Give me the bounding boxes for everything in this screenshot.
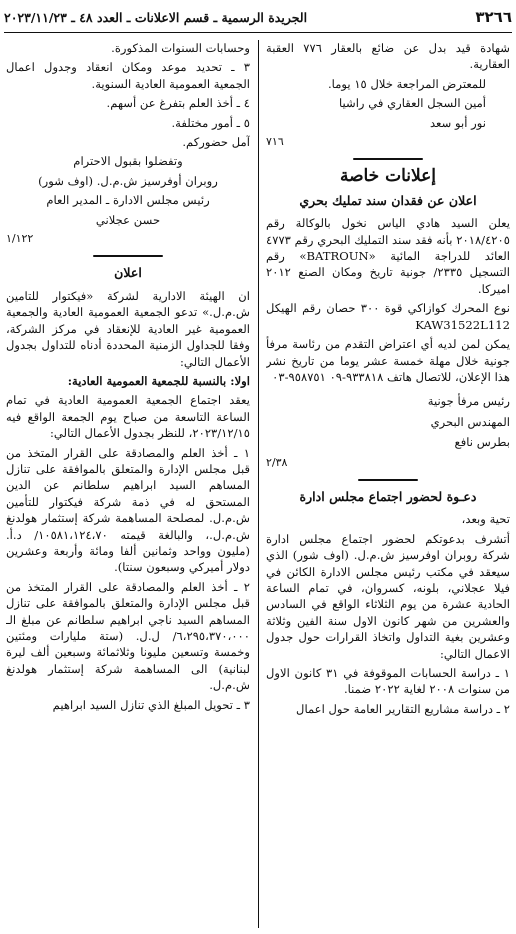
reference-number: ٢/٣٨ [266, 455, 288, 469]
gazette-title: الجريدة الرسمية ـ قسم الاعلانات ـ العدد ٤٨ ـ ٢٠٢٣/١١/٢٣ [4, 9, 308, 25]
meeting-invite-title: دعـوة لحضور اجتماع مجلس ادارة [299, 488, 477, 504]
reference-number: ١/١٢٢ [6, 232, 34, 246]
registrar-name: نور أبو سعد [429, 115, 486, 130]
header-rule [4, 32, 512, 33]
greeting: تحية وبعد، [461, 512, 510, 527]
position-title: رئيس مجلس الادارة ـ المدير العام [46, 193, 210, 208]
announcement-title: اعلان [114, 265, 142, 281]
company-name: روبران أوفرسيز ش.م.ل. (اوف شور) [38, 173, 218, 188]
harbor-chief: رئيس مرفأ جونية [427, 394, 510, 409]
notice-divider [358, 477, 418, 483]
meeting-paragraph: يعقد اجتماع الجمعية العمومية العادية في تمام الساعة التاسعة من صباح يوم الجمعة الواقع فيه ٢٠٢٣/١٢/١٥، للنظر بجدول الأعمال التالي: [6, 393, 250, 441]
objection-note: للمعترض المراجعة خلال ١٥ يوما. [327, 76, 486, 91]
announcement-paragraph: ان الهيئة الادارية لشركة «فيكتوار للتامين ش.م.ل.» تدعو الجمعية العمومية العادية والجمعية العمومية غير العادية للإنعقاد في مركز الشركة، وفقا للجداول الزمنية المحددة أدناه للتداول بجدول الأعمال التالي: [6, 288, 250, 369]
agenda-item: ١ ـ دراسة الحسابات الموقوفة في ٣١ كانون الاول من سنوات ٢٠٠٨ لغاية ٢٠٢٢ ضمنا. [266, 666, 510, 697]
right-column [266, 40, 510, 930]
engine-paragraph: نوع المحرك كوازاكي قوة ٣٠٠ حصان رقم الهيكل KAW31522L112 [266, 301, 510, 332]
agenda-item: ١ ـ أخذ العلم والمصادقة على القرار المتخذ من قبل مجلس الإدارة والمتعلق بالموافقة على تنازل المساهم السيد ابراهيم سلطانم عن الدين المستحق له في ذمة شركة فيكتوار للتأمين ش.م.ل. لمصلحة المساهمة شركة إستثمار هولدنغ ش.م.ل.، والبالغة قيمته ١٠٥٨١،١٢٤،٧٠/ د.أ. (مليون وواحد وثمانين ألفا ومائة وأربعة وعشرين دولار أميركي وسبعون سنتا). [6, 445, 250, 575]
agenda-item: ٤ ـ أخذ العلم بتفرغ عن أسهم. [106, 96, 250, 111]
notice-title: اعلان عن فقدان سند تمليك بحري [299, 192, 477, 208]
agenda-item: ٥ ـ أمور مختلفة. [171, 115, 250, 130]
column-divider [258, 40, 259, 928]
signatory-name: حسن عجلاني [95, 212, 161, 227]
notice-divider [93, 253, 163, 259]
page-header [4, 4, 512, 30]
closing-line: آمل حضوركم. [182, 135, 250, 150]
agenda-item: ٣ ـ تحديد موعد ومكان انعقاد وجدول اعمال الجمعية العمومية العادية السنوية. [6, 60, 250, 91]
marine-engineer: المهندس البحري [430, 414, 510, 429]
registrar-title: أمين السجل العقاري في راشيا [338, 96, 486, 111]
left-column [6, 40, 250, 930]
objection-paragraph: يمكن لمن لديه أي اعتراض التقدم من رئاسة مرفأ جونية خلال مهلة خمسة عشر يوما من تاريخ نشر هذا الإعلان، للاتصال هاتف ٩٣٣٨١٨-٠٩ ٩٥٨٧٥١-٠٣ [266, 337, 510, 384]
deed-paragraph: شهادة قيد بدل عن ضائع بالعقار ٧٧٦ العقبة العقارية. [266, 41, 510, 72]
page-number: ٣٢٦٦ [475, 8, 512, 26]
reference-number: ٧١٦ [266, 135, 284, 149]
section-title: إعلانات خاصة [339, 166, 437, 187]
regards-line: وتفضلوا بقبول الاحترام [73, 154, 183, 169]
agenda-item: ٢ ـ دراسة مشاريع التقارير العامة حول اعمال [296, 701, 510, 716]
subsection-title: اولا: بالنسبة للجمعية العمومية العادية: [67, 373, 250, 388]
signatory-name: بطرس نافع [454, 435, 510, 450]
notice-paragraph: يعلن السيد هادي الياس نخول بالوكالة رقم ٢٠١٨/٤٢٠٥ بأنه فقد سند التمليك البحري رقم ٤٧٧٣ العائد للدراجة المائية «BATROUN» رقم التسجيل ٢٣٣٥/ جونية تاريخ ومكان الصنع ٢٠١٢ اميركا. [266, 216, 510, 296]
section-divider [353, 156, 423, 162]
agenda-item: ٣ ـ تحويل المبلغ الذي تنازل السيد ابراهيم [52, 697, 250, 712]
invite-paragraph: أتشرف بدعوتكم لحضور اجتماع مجلس ادارة شركة روبران اوفرسيز ش.م.ل. (اوف شور) الذي سيعقد في مكتب رئيس مجلس الادارة الكائن في فيلا عجلاني، بلونه، كسروان، في تمام الساعة الحادية عشرة من يوم الثلاثاء الواقع في السادس والعشرين من شهر كانون الاول سنة الفين وثلاثة وعشرين بغية التداول واتخاذ القرارات حول جدول الاعمال التالي: [266, 531, 510, 661]
agenda-continuation: وحسابات السنوات المذكورة. [111, 41, 250, 55]
agenda-item: ٢ ـ أخذ العلم والمصادقة على القرار المتخذ من قبل مجلس الإدارة والمتعلق بالموافقة على تنازل المساهم السيد ناجي ابراهيم سلطانم عن مبلغ الـ ٦،٢٩٥،٣٧٠،٠٠٠/ ل.ل. (ستة مليارات ومئتين وخمسة وتسعين مليونا وثلاثمائة وسبعين ألف ليرة لبنانية) الى المساهمة شركة إستثمار هولدنغ ش.م.ل. [6, 579, 250, 693]
